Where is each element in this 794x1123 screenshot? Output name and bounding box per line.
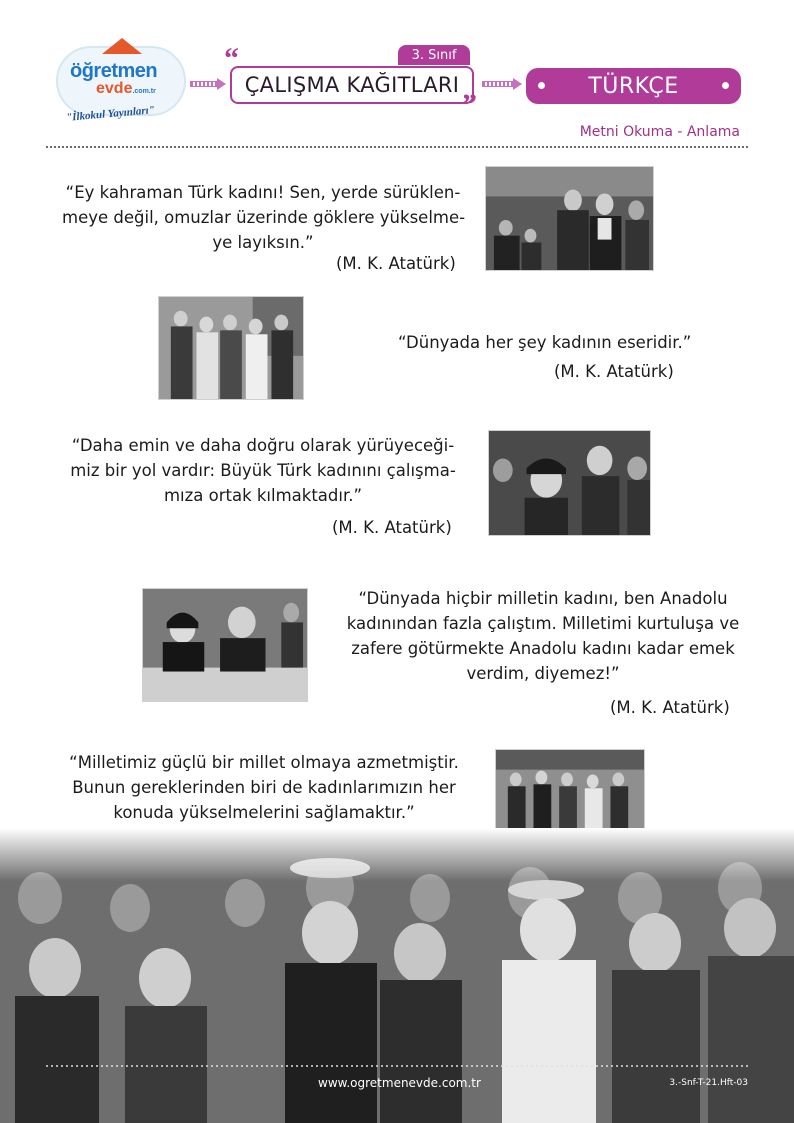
footer-code: 3.-Snf-T-21.Hft-03 [669, 1078, 748, 1088]
quote-2-author: (M. K. Atatürk) [554, 362, 674, 381]
subject-title: TÜRKÇE [588, 73, 679, 99]
logo-word-evde: evde.com.tr [96, 80, 156, 97]
quote-3-author: (M. K. Atatürk) [332, 518, 452, 537]
quote-4 [330, 586, 756, 686]
arrow-right-icon [482, 78, 522, 90]
photo-ataturk-with-students [485, 166, 654, 271]
header-divider [46, 146, 748, 148]
quote-line: kadınından fazla çalıştım. Milletimi kurtuluşa ve [346, 614, 740, 633]
class-badge: 3. Sınıf [398, 45, 470, 65]
worksheet-title-box [230, 66, 474, 104]
dot-icon [722, 82, 729, 89]
quote-1-author: (M. K. Atatürk) [336, 254, 456, 273]
quote-line: “Milletimiz güçlü bir millet olmaya azmetmiştir. [69, 753, 459, 772]
quote-line: miz bir yol vardır: Büyük Türk kadınını çalışma- [70, 461, 456, 480]
quote-line: “Dünyada her şey kadının eseridir.” [398, 333, 692, 352]
logo-tagline: "İlkokul Yayınları" [65, 104, 156, 124]
quote-5 [58, 750, 470, 825]
quote-line: “Ey kahraman Türk kadını! Sen, yerde sürüklen- [65, 183, 461, 202]
dot-icon [538, 82, 545, 89]
photo-women-crowd [158, 296, 304, 400]
quote-4-author: (M. K. Atatürk) [610, 698, 730, 717]
quote-line: Bunun gereklerinden biri de kadınlarımızın her [72, 778, 456, 797]
open-quote-icon: “ [224, 42, 239, 75]
quote-line: konuda yükselmelerini sağlamaktır.” [113, 803, 415, 822]
logo-house-roof-icon [102, 38, 142, 54]
quote-3 [62, 433, 464, 508]
publisher-logo [56, 38, 186, 130]
quote-line: mıza ortak kılmaktadır.” [163, 486, 363, 505]
close-quote-icon: ” [462, 88, 477, 121]
photo-ataturk-seated-with-woman [142, 588, 308, 702]
quote-line: zafere götürmekte Anadolu kadını kadar emek [351, 639, 735, 658]
section-title: Metni Okuma - Anlama [579, 124, 740, 140]
worksheet-title: ÇALIŞMA KAĞITLARI [244, 73, 460, 97]
footer-url[interactable]: www.ogretmenevde.com.tr [318, 1076, 481, 1090]
quote-line: meye değil, omuzlar üzerinde göklere yükselme- [62, 208, 466, 227]
logo-domain: .com.tr [132, 88, 156, 95]
logo-word-ogretmen: öğretmen [70, 60, 158, 82]
quote-line: “Dünyada hiçbir milletin kadını, ben Anadolu [358, 589, 728, 608]
quote-line: ye layıksın.” [212, 233, 314, 252]
photo-ataturk-smiling-crowd [488, 430, 651, 536]
quote-2 [398, 330, 691, 355]
subject-box [526, 68, 741, 104]
quote-line: “Daha emin ve daha doğru olarak yürüyeceği- [71, 436, 455, 455]
arrow-right-icon [190, 78, 226, 90]
quote-1 [62, 180, 464, 255]
quote-line: verdim, diyemez!” [466, 664, 620, 683]
